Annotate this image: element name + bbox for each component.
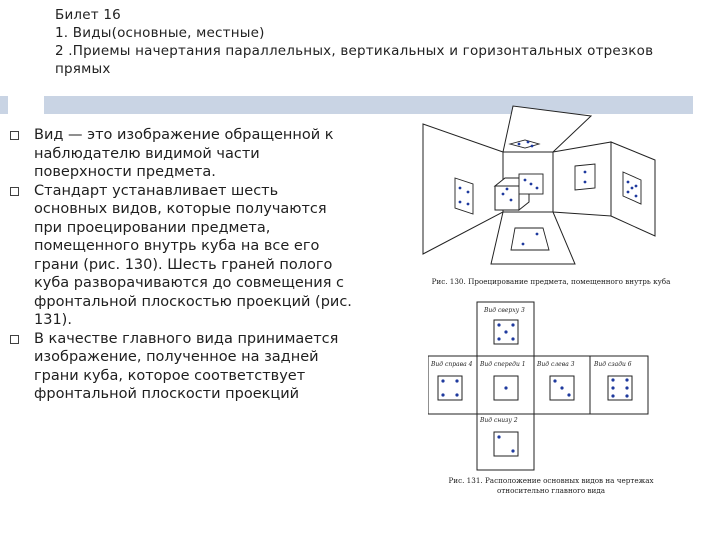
view-right-label: Вид слева 3 bbox=[537, 361, 575, 368]
question-1: 1. Виды(основные, местные) bbox=[55, 25, 265, 41]
bullet-text-1: Вид — это изображение обращенной к наблюдателю видимой части поверхности предмета. bbox=[34, 127, 334, 180]
question-2: 2 .Приемы начертания параллельных, вертикальных и горизонтальных отрезков bbox=[55, 43, 654, 59]
square-bullet-icon bbox=[10, 187, 19, 196]
view-bottom-label: Вид снизу 2 bbox=[480, 417, 518, 424]
square-bullet-icon bbox=[10, 131, 19, 140]
figure-130-caption: Рис. 130. Проецирование предмета, помещенного внутрь куба bbox=[431, 277, 671, 286]
figure-131-views-layout bbox=[428, 300, 690, 472]
ticket-number: Билет 16 bbox=[55, 7, 121, 23]
bullet-list bbox=[10, 126, 355, 404]
bullet-text-2: Стандарт устанавливает шесть основных видов, которые получаются при проецировании предмета, помещенного внутрь куба на все его грани (рис. 130). Шесть граней полого куба разворачиваются до совмещения с фронтальной плоскостью проекций (рис. 131). bbox=[34, 182, 352, 328]
figure-130-projection-cube bbox=[415, 104, 685, 274]
bullet-item-3 bbox=[10, 330, 355, 404]
slide-title bbox=[55, 6, 695, 78]
question-2-continued: прямых bbox=[55, 61, 111, 77]
bullet-text-3: В качестве главного вида принимается изображение, полученное на задней грани куба, которое соответствует фронтальной плоскости проекций bbox=[34, 330, 339, 402]
bullet-item-2 bbox=[10, 182, 355, 330]
figure-131-caption bbox=[436, 476, 666, 496]
view-back-label: Вид сзади 6 bbox=[594, 361, 632, 368]
square-bullet-icon bbox=[10, 335, 19, 344]
figure-131-caption-line1: Рис. 131. Расположение основных видов на чертежах bbox=[448, 476, 654, 485]
view-front-label: Вид спереди 1 bbox=[480, 361, 526, 368]
view-top-label: Вид сверху 3 bbox=[484, 307, 525, 314]
view-left-label: Вид справа 4 bbox=[431, 361, 473, 368]
bullet-item-1 bbox=[10, 126, 355, 182]
figure-131-caption-line2: относительно главного вида bbox=[496, 486, 606, 495]
